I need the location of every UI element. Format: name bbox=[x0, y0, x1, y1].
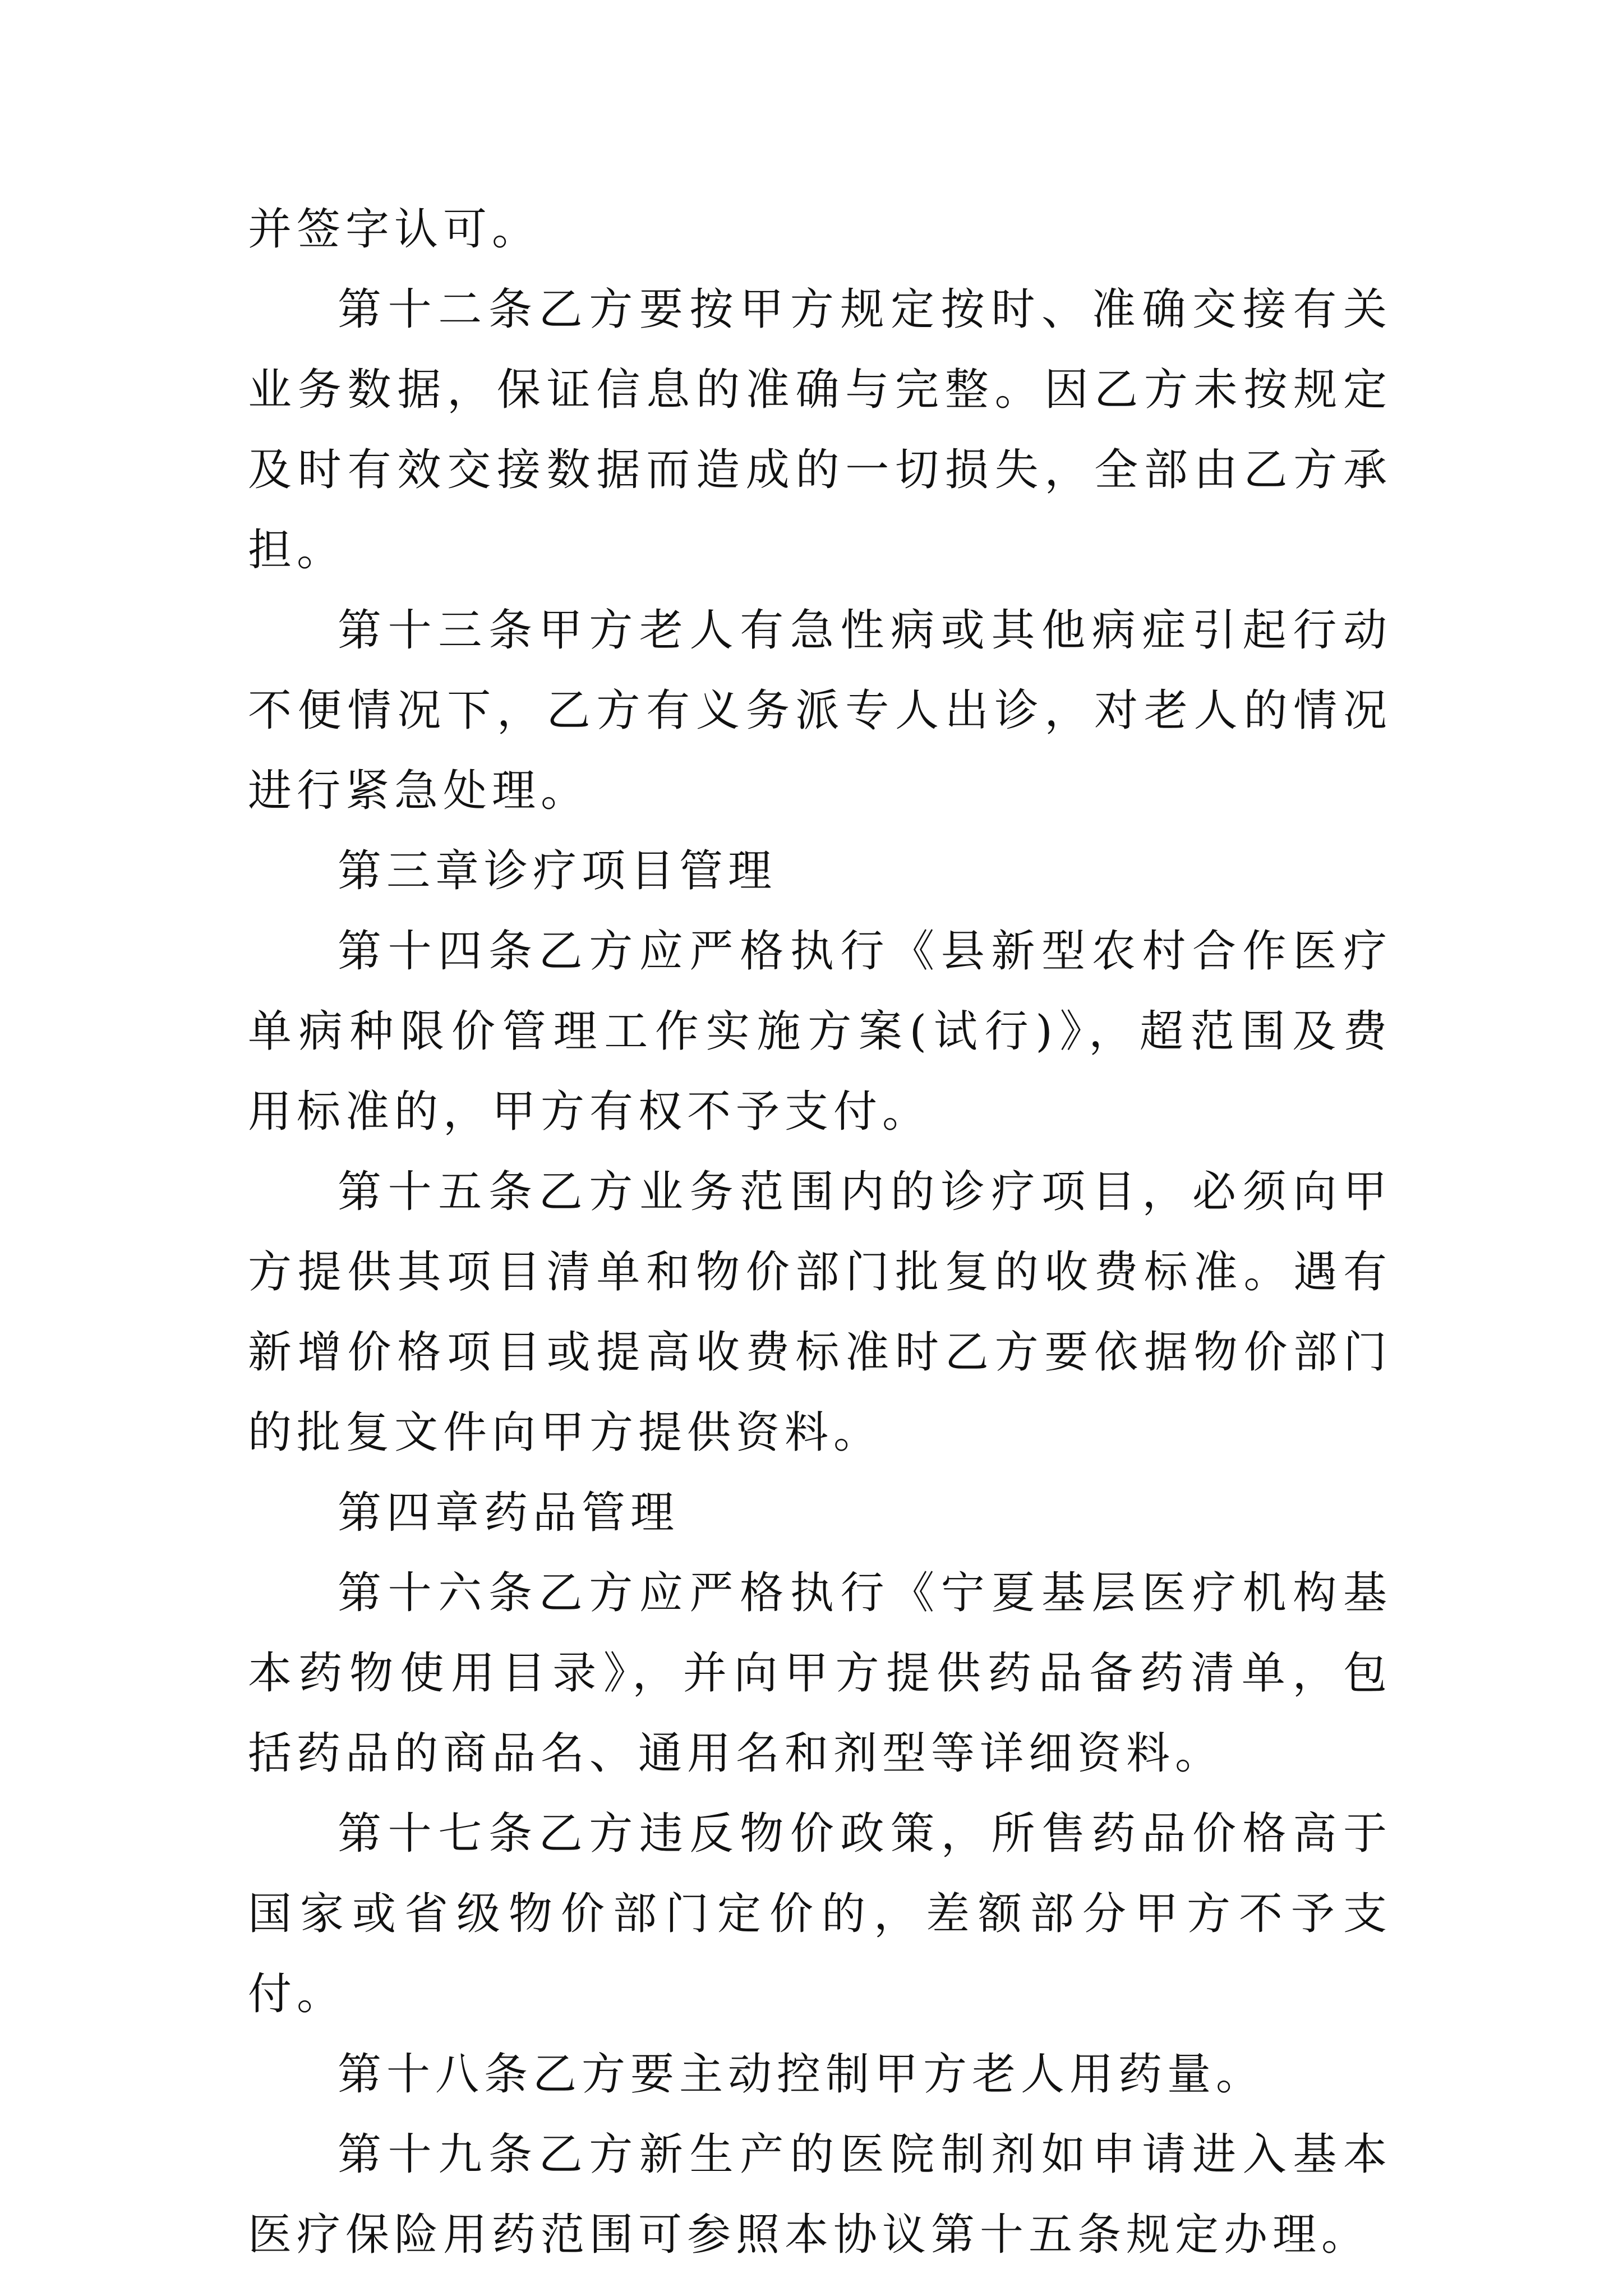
chapter-3-heading: 第三章诊疗项目管理 bbox=[338, 846, 777, 896]
article-14: 第十四条乙方应严格执行《县新型农村合作医疗单病种限价管理工作实施方案(试行)》，超范围及费用标准的，甲方有权不予支付。 bbox=[248, 926, 1392, 1137]
article-12: 第十二条乙方要按甲方规定按时、准确交接有关业务数据，保证信息的准确与完整。因乙方未按规定及时有效交接数据而造成的一切损失，全部由乙方承担。 bbox=[248, 284, 1392, 576]
chapter-4-heading: 第四章药品管理 bbox=[338, 1488, 680, 1538]
article-16: 第十六条乙方应严格执行《宁夏基层医疗机构基本药物使用目录》，并向甲方提供药品备药清单，包括药品的商品名、通用名和剂型等详细资料。 bbox=[248, 1568, 1392, 1779]
document-body bbox=[248, 190, 1392, 2275]
article-17: 第十七条乙方违反物价政策，所售药品价格高于国家或省级物价部门定价的，差额部分甲方不予支付。 bbox=[248, 1809, 1392, 2019]
article-19: 第十九条乙方新生产的医院制剂如申请进入基本医疗保险用药范围可参照本协议第十五条规定办理。 bbox=[248, 2129, 1392, 2260]
article-15: 第十五条乙方业务范围内的诊疗项目，必须向甲方提供其项目清单和物价部门批复的收费标准。遇有新增价格项目或提高收费标准时乙方要依据物价部门的批复文件向甲方提供资料。 bbox=[248, 1167, 1392, 1458]
article-18: 第十八条乙方要主动控制甲方老人用药量。 bbox=[338, 2049, 1265, 2100]
paragraph-continuation: 并签字认可。 bbox=[248, 204, 541, 255]
article-13: 第十三条甲方老人有急性病或其他病症引起行动不便情况下，乙方有义务派专人出诊，对老人的情况进行紧急处理。 bbox=[248, 605, 1392, 816]
